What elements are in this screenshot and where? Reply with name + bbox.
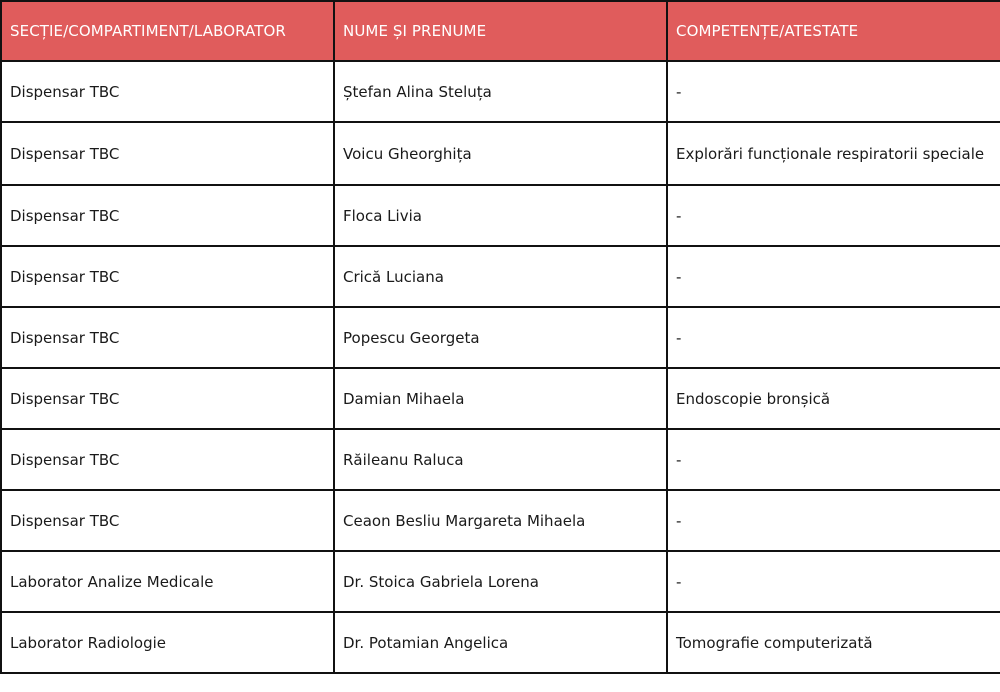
table-row xyxy=(1,246,1000,307)
cell-department: Dispensar TBC xyxy=(1,368,334,429)
header-department: SECȚIE/COMPARTIMENT/LABORATOR xyxy=(1,1,334,61)
cell-competences: Tomografie computerizată xyxy=(667,612,1000,673)
cell-name: Ștefan Alina Steluța xyxy=(334,61,667,122)
cell-name: Voicu Gheorghița xyxy=(334,122,667,185)
table-row xyxy=(1,551,1000,612)
cell-competences: - xyxy=(667,551,1000,612)
cell-name: Dr. Stoica Gabriela Lorena xyxy=(334,551,667,612)
cell-competences: Endoscopie bronșică xyxy=(667,368,1000,429)
cell-competences: - xyxy=(667,490,1000,551)
cell-name: Popescu Georgeta xyxy=(334,307,667,368)
table-row xyxy=(1,122,1000,185)
cell-name: Damian Mihaela xyxy=(334,368,667,429)
cell-department: Dispensar TBC xyxy=(1,122,334,185)
cell-competences: - xyxy=(667,185,1000,246)
table-row xyxy=(1,612,1000,673)
cell-department: Dispensar TBC xyxy=(1,246,334,307)
table-row xyxy=(1,429,1000,490)
cell-department: Dispensar TBC xyxy=(1,490,334,551)
cell-competences: - xyxy=(667,61,1000,122)
table-row xyxy=(1,368,1000,429)
header-competences: COMPETENȚE/ATESTATE xyxy=(667,1,1000,61)
cell-name: Răileanu Raluca xyxy=(334,429,667,490)
cell-name: Floca Livia xyxy=(334,185,667,246)
cell-department: Laborator Radiologie xyxy=(1,612,334,673)
table-row xyxy=(1,490,1000,551)
cell-competences: Explorări funcționale respiratorii speciale xyxy=(667,122,1000,185)
table-row xyxy=(1,185,1000,246)
header-name: NUME ȘI PRENUME xyxy=(334,1,667,61)
cell-competences: - xyxy=(667,246,1000,307)
cell-department: Dispensar TBC xyxy=(1,307,334,368)
cell-name: Dr. Potamian Angelica xyxy=(334,612,667,673)
cell-department: Dispensar TBC xyxy=(1,185,334,246)
cell-competences: - xyxy=(667,429,1000,490)
cell-name: Crică Luciana xyxy=(334,246,667,307)
table-row xyxy=(1,307,1000,368)
table-header-row xyxy=(1,1,1000,61)
cell-department: Laborator Analize Medicale xyxy=(1,551,334,612)
table-row xyxy=(1,61,1000,122)
cell-competences: - xyxy=(667,307,1000,368)
cell-name: Ceaon Besliu Margareta Mihaela xyxy=(334,490,667,551)
cell-department: Dispensar TBC xyxy=(1,429,334,490)
cell-department: Dispensar TBC xyxy=(1,61,334,122)
